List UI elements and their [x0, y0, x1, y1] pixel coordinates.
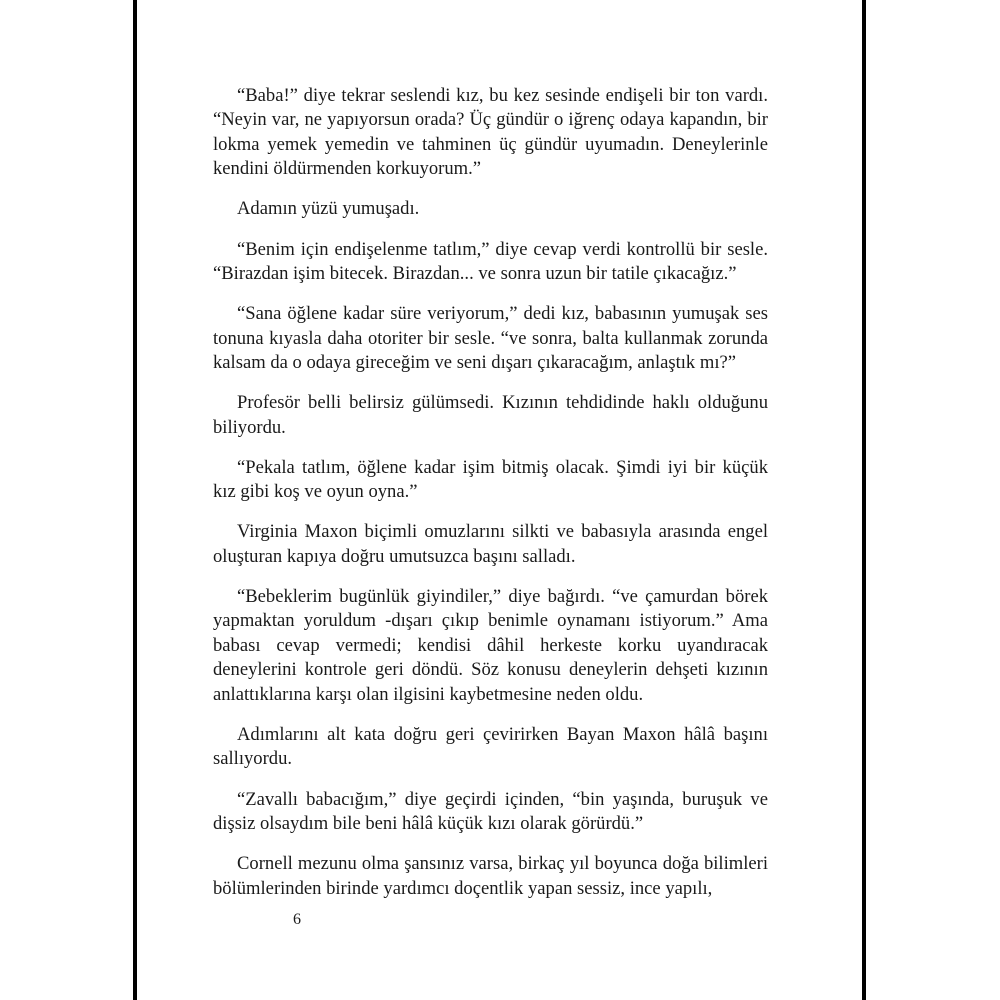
page-number: 6 — [293, 911, 301, 928]
paragraph: “Baba!” diye tekrar seslendi kız, bu kez sesinde endişeli bir ton vardı. “Neyin var, ne yapıyorsun orada? Üç gündür o iğrenç odaya kapandın, bir lokma yemek yemedin ve tahminen üç gündür uyumadın. Deneylerinle kendini öldürmenden korkuyorum.” — [213, 85, 768, 180]
paragraph: “Pekala tatlım, öğlene kadar işim bitmiş olacak. Şimdi iyi bir küçük kız gibi koş ve oyun oyna.” — [213, 456, 768, 503]
right-border-line — [862, 0, 866, 1000]
paragraph: Adamın yüzü yumuşadı. — [237, 198, 420, 220]
paragraph: “Zavallı babacığım,” diye geçirdi içinden, “bin yaşında, buruşuk ve dişsiz olsaydım bile beni hâlâ küçük kızı olarak görürdü.” — [213, 788, 768, 834]
paragraph: Adımlarını alt kata doğru geri çevirirken Bayan Maxon hâlâ başını sallıyordu. — [213, 723, 768, 770]
paragraph: “Sana öğlene kadar süre veriyorum,” dedi kız, babasının yumuşak ses tonuna kıyasla daha otoriter bir sesle. “ve sonra, balta kullanmak zorunda kalsam da o odaya gireceğim ve seni dışarı çıkaracağım, anlaştık mı?” — [213, 303, 768, 374]
body-text — [213, 84, 768, 917]
paragraph: “Benim için endişelenme tatlım,” diye cevap verdi kontrollü bir sesle. “Birazdan işim bitecek. Birazdan... ve sonra uzun bir tatile çıkacağız.” — [213, 238, 768, 285]
paragraph: “Bebeklerim bugünlük giyindiler,” diye bağırdı. “ve çamurdan börek yapmaktan yoruldum -dışarı çıkıp benimle oynamanı istiyorum.” Ama babası cevap vermedi; kendisi dâhil herkeste korku uyandıracak deneylerini kontrole geri döndü. Söz konusu deneylerin dehşeti kızının anlattıklarına karşı olan ilgisini kaybetmesine neden oldu. — [213, 586, 768, 705]
paragraph: Virginia Maxon biçimli omuzlarını silkti ve babasıyla arasında engel oluşturan kapıya doğru umutsuzca başını salladı. — [213, 521, 768, 567]
left-border-line — [133, 0, 137, 1000]
paragraph: Profesör belli belirsiz gülümsedi. Kızının tehdidinde haklı olduğunu biliyordu. — [213, 392, 768, 438]
paragraph: Cornell mezunu olma şansınız varsa, birkaç yıl boyunca doğa bilimleri bölümlerinden birinde yardımcı doçentlik yapan sessiz, ince yapılı, — [213, 853, 768, 899]
